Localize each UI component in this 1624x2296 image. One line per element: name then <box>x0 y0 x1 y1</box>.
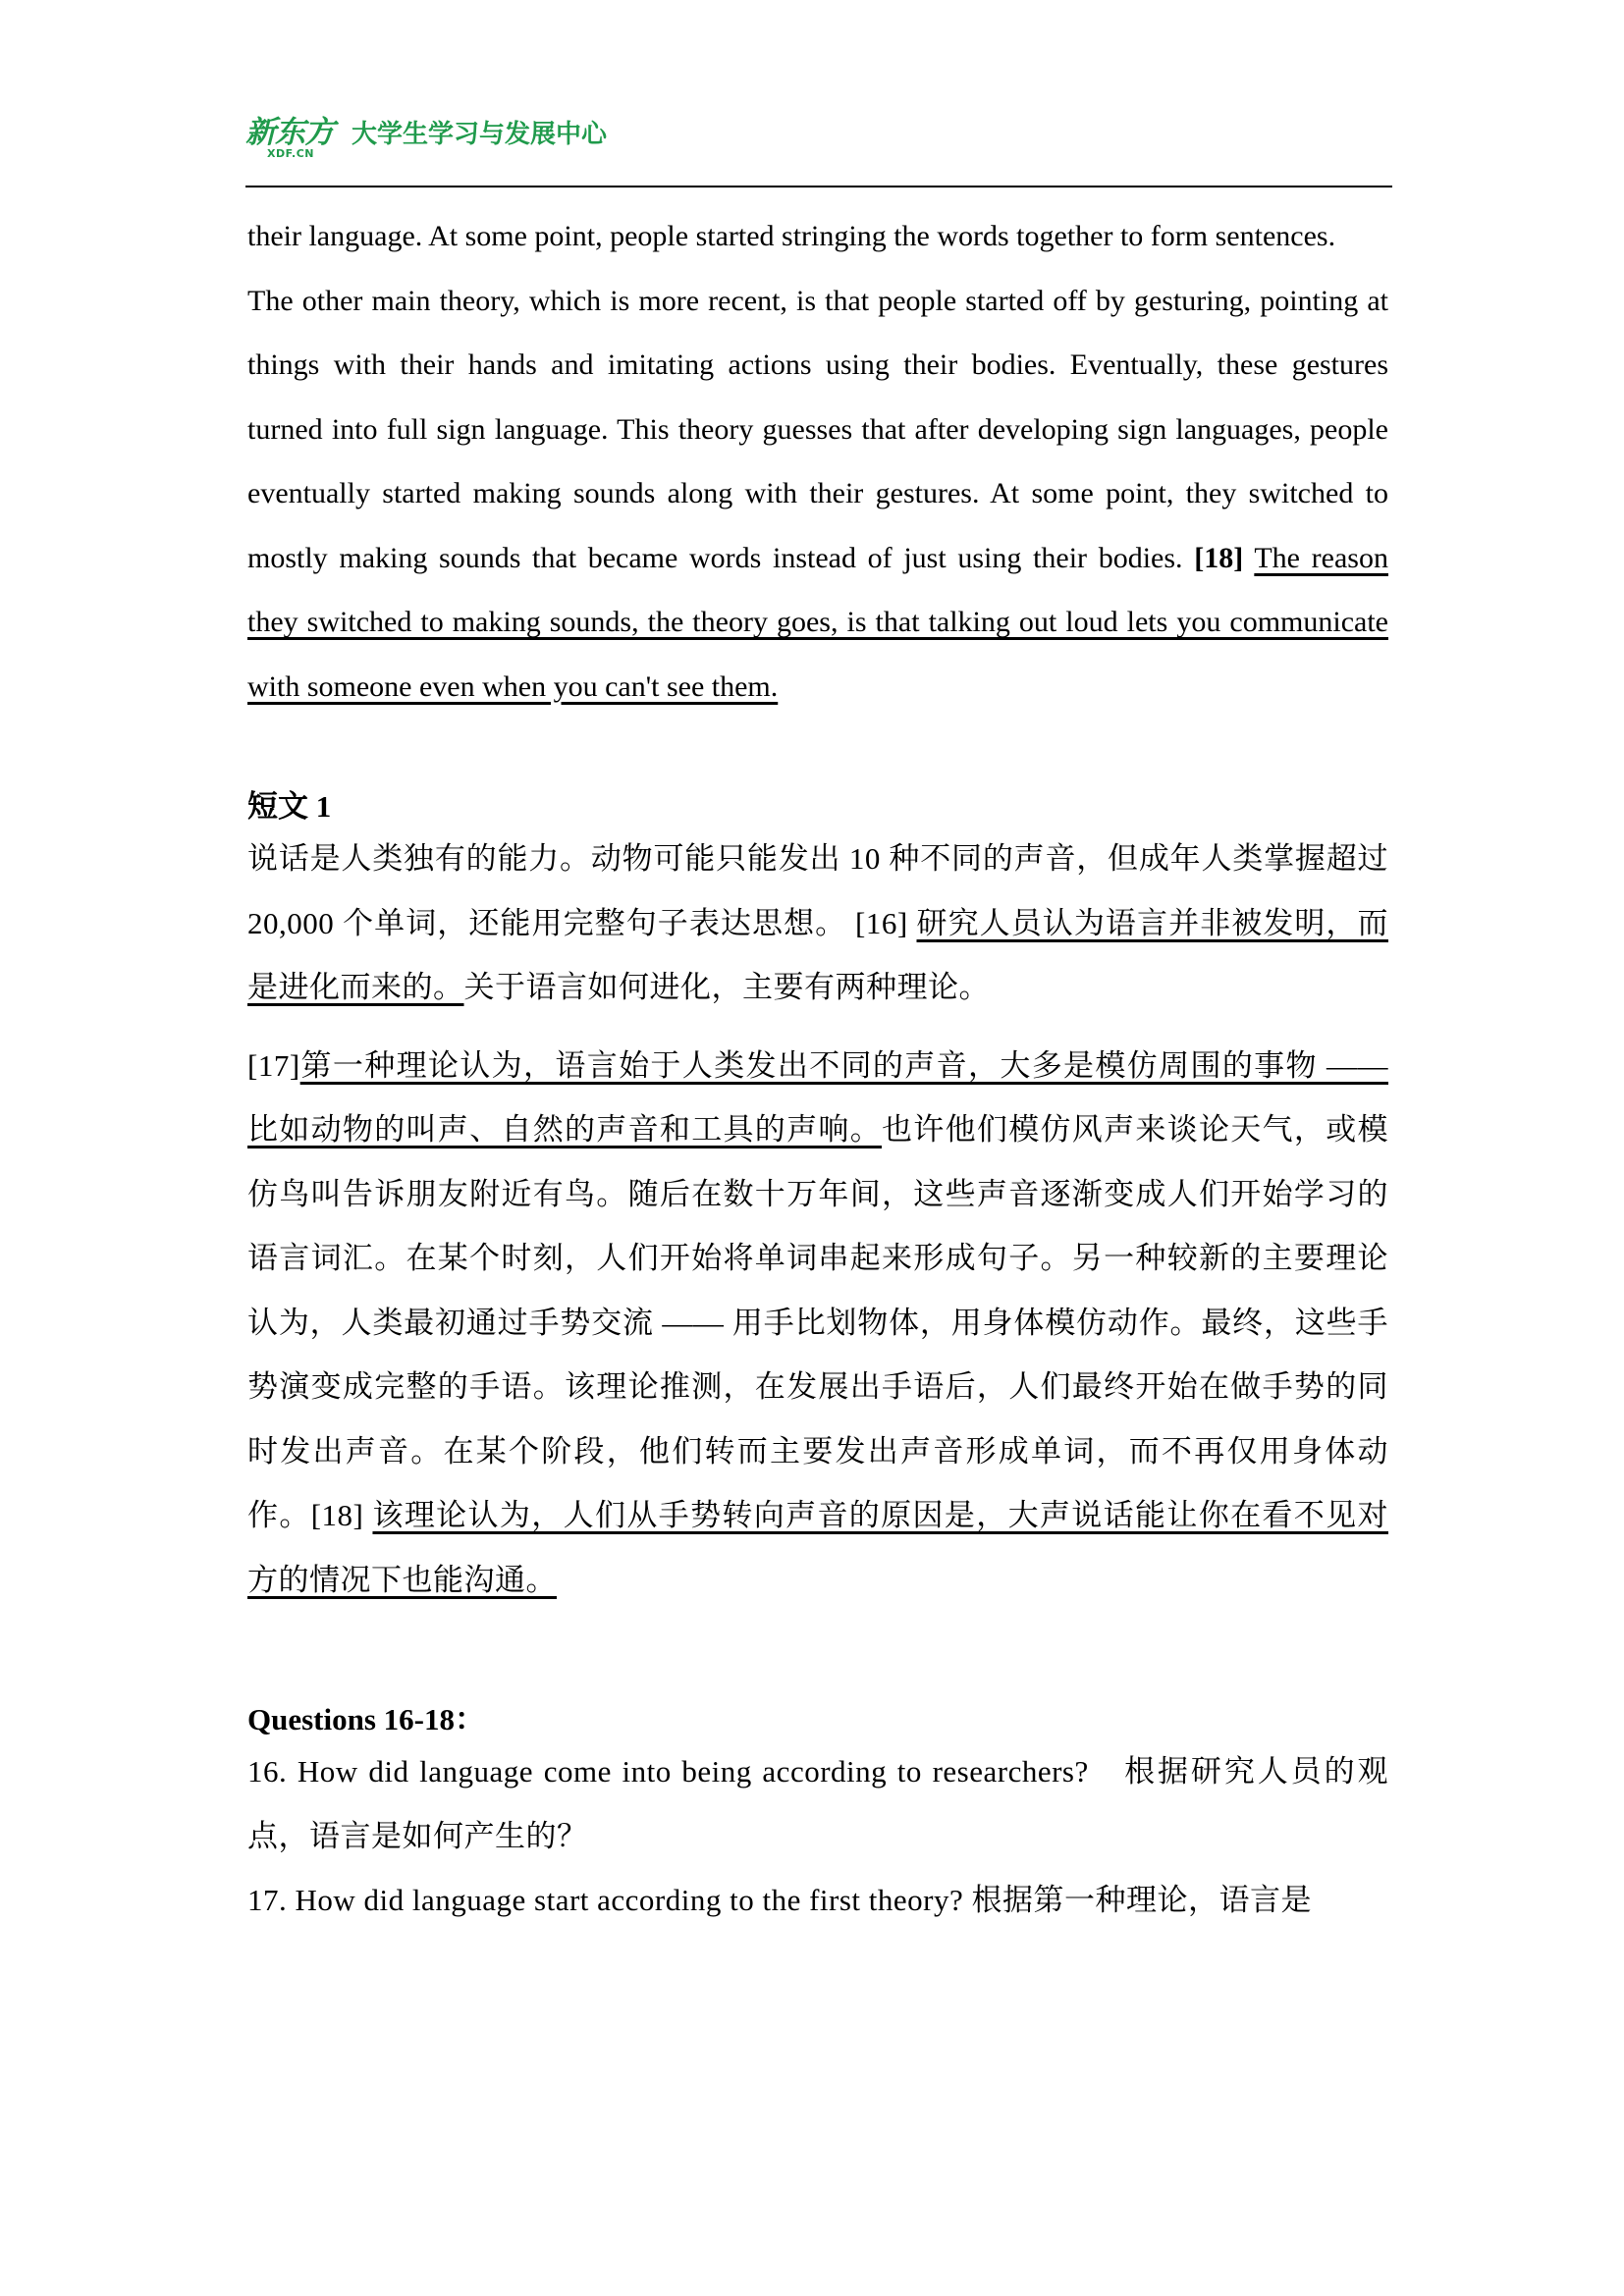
translation-answer-16: 研究人员认为语言并非被发明，而是进化而来的。 <box>247 905 1388 1004</box>
translation-answer-18: 该理论认为，人们从手势转向声音的原因是，大声说话能让你在看不见对方的情况下也能沟通。 <box>247 1498 1388 1597</box>
document-body <box>247 204 1388 1933</box>
questions-heading: Questions 16-18： <box>247 1702 485 1736</box>
translation-heading: 短文 1 <box>247 789 332 824</box>
translation-paragraph-1-text: 说话是人类独有的能力。动物可能只能发出 10 种不同的声音，但成年人类掌握超过 20,000 个单词，还能用完整句子表达思想。 [16] <box>247 841 1388 940</box>
question-16: 16. How did language come into being according to researchers? 根据研究人员的观点，语言是如何产生的？ <box>247 1754 1388 1853</box>
translation-paragraph-1-rest: 关于语言如何进化，主要有两种理论。 <box>463 970 990 1004</box>
xdf-logo <box>245 117 334 159</box>
translation-paragraph-2 <box>247 1034 1388 1613</box>
page-header <box>245 110 607 159</box>
translation-answer-17: 第一种理论认为，语言始于人类发出不同的声音，大多是模仿周围的事物 —— 比如动物的叫声、自然的声音和工具的声响。 <box>247 1047 1388 1147</box>
english-paragraph-2 <box>247 269 1388 720</box>
header-divider <box>245 186 1392 187</box>
translation-tag-17: [17] <box>247 1047 300 1083</box>
translation-paragraph-2-text: 也许他们模仿风声来谈论天气，或模仿鸟叫告诉朋友附近有鸟。随后在数十万年间，这些声音逐渐变成人们开始学习的语言词汇。在某个时刻，人们开始将单词串起来形成句子。另一种较新的主要理论认为，人类最初通过手势交流 —— 用手比划物体，用身体模仿动作。最终，这些手势演变成完整的手语。该理论推测，在发展出手语后，人们最终开始在做手势的同时发出声音。在某个阶段，他们转而主要发出声音形成单词，而不再仅用身体动作。[18] <box>247 1112 1388 1532</box>
question-tag-18: [18] <box>1194 541 1244 574</box>
logo-domain: XDF.CN <box>267 147 314 160</box>
header-title: 大学生学习与发展中心 <box>352 120 608 149</box>
english-paragraph-2-text: The other main theory, which is more recent, is that people started off by gesturing, pointing at things with their hands and imitating actions using their bodies. Eventually, these gestures turned into full sign language. This theory guesses that after developing sign languages, people eventually started making sounds along with their gestures. At some point, they switched to mostly making sounds that became words instead of just using their bodies. <box>247 284 1388 574</box>
translation-paragraph-1 <box>247 827 1388 1020</box>
answer-sentence-18: The reason they switched to making sounds, the theory goes, is that talking out loud lets you communicate with someone even when you can't see them. <box>247 541 1388 703</box>
logo-wordmark: 新东方 <box>245 115 334 150</box>
english-paragraph-1: their language. At some point, people started stringing the words together to form sentences. <box>247 220 1336 252</box>
question-17: 17. How did language start according to the first theory? 根据第一种理论，语言是 <box>247 1883 1312 1917</box>
